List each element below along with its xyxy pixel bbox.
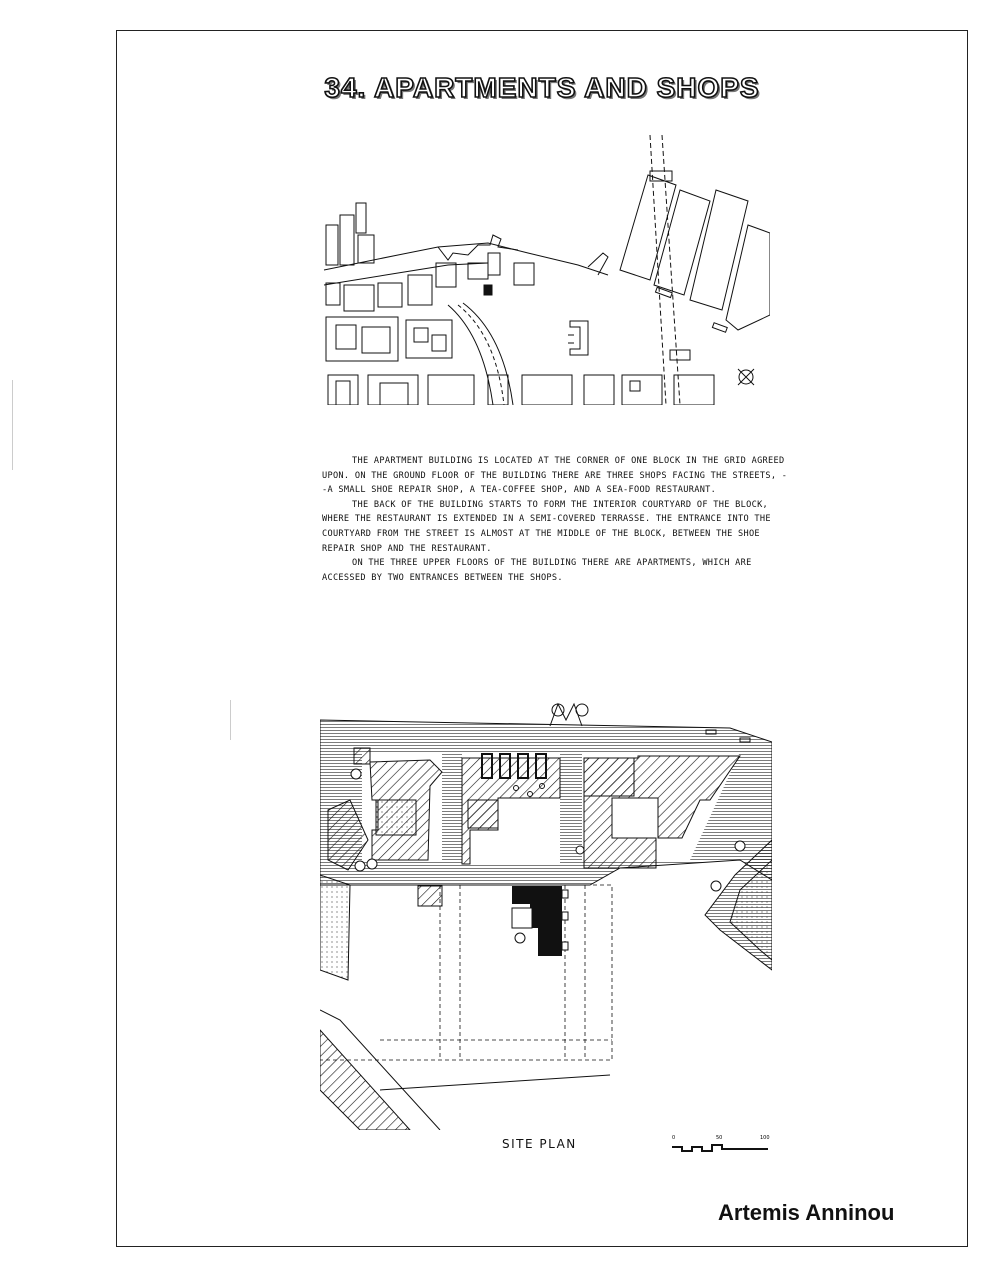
site-plan-caption: SITE PLAN <box>502 1137 577 1151</box>
author-signature: Artemis Anninou <box>718 1200 895 1225</box>
scale-label-100: 100 <box>760 1135 770 1141</box>
paragraph-3: ON THE THREE UPPER FLOORS OF THE BUILDING THERE ARE APARTMENTS, WHICH ARE ACCESSED BY TWO ENTRANCES BETWEEN THE SHOPS. <box>322 558 752 583</box>
paragraph-2: THE BACK OF THE BUILDING STARTS TO FORM THE INTERIOR COURTYARD OF THE BLOCK, WHERE THE RESTAURANT IS EXTENDED IN A SEMI-COVERED TERRASSE. THE ENTRANCE INTO THE COURTYARD FROM THE STREET IS ALMOST AT THE MIDDLE OF THE BLOCK, BETWEEN THE SHOE REPAIR SHOP AND THE RESTAURANT. <box>322 499 771 554</box>
description-text <box>322 454 792 585</box>
scale-bar <box>668 1133 780 1155</box>
paragraph-1: THE APARTMENT BUILDING IS LOCATED AT THE CORNER OF ONE BLOCK IN THE GRID AGREED UPON. ON THE GROUND FLOOR OF THE BUILDING THERE ARE THREE SHOPS FACING THE STREETS, --A SMALL SHOE REPAIR SHOP, A TEA-COFFEE SHOP, AND A SEA-FOOD RESTAURANT. <box>322 456 788 496</box>
scan-mark <box>12 380 13 470</box>
page-title: 34. APARTMENTS AND SHOPS <box>324 72 760 103</box>
scale-label-0: 0 <box>672 1135 676 1141</box>
scale-label-50: 50 <box>716 1135 723 1141</box>
scan-mark <box>230 700 231 740</box>
site-plan-drawing <box>320 690 772 1130</box>
location-map <box>318 135 770 405</box>
